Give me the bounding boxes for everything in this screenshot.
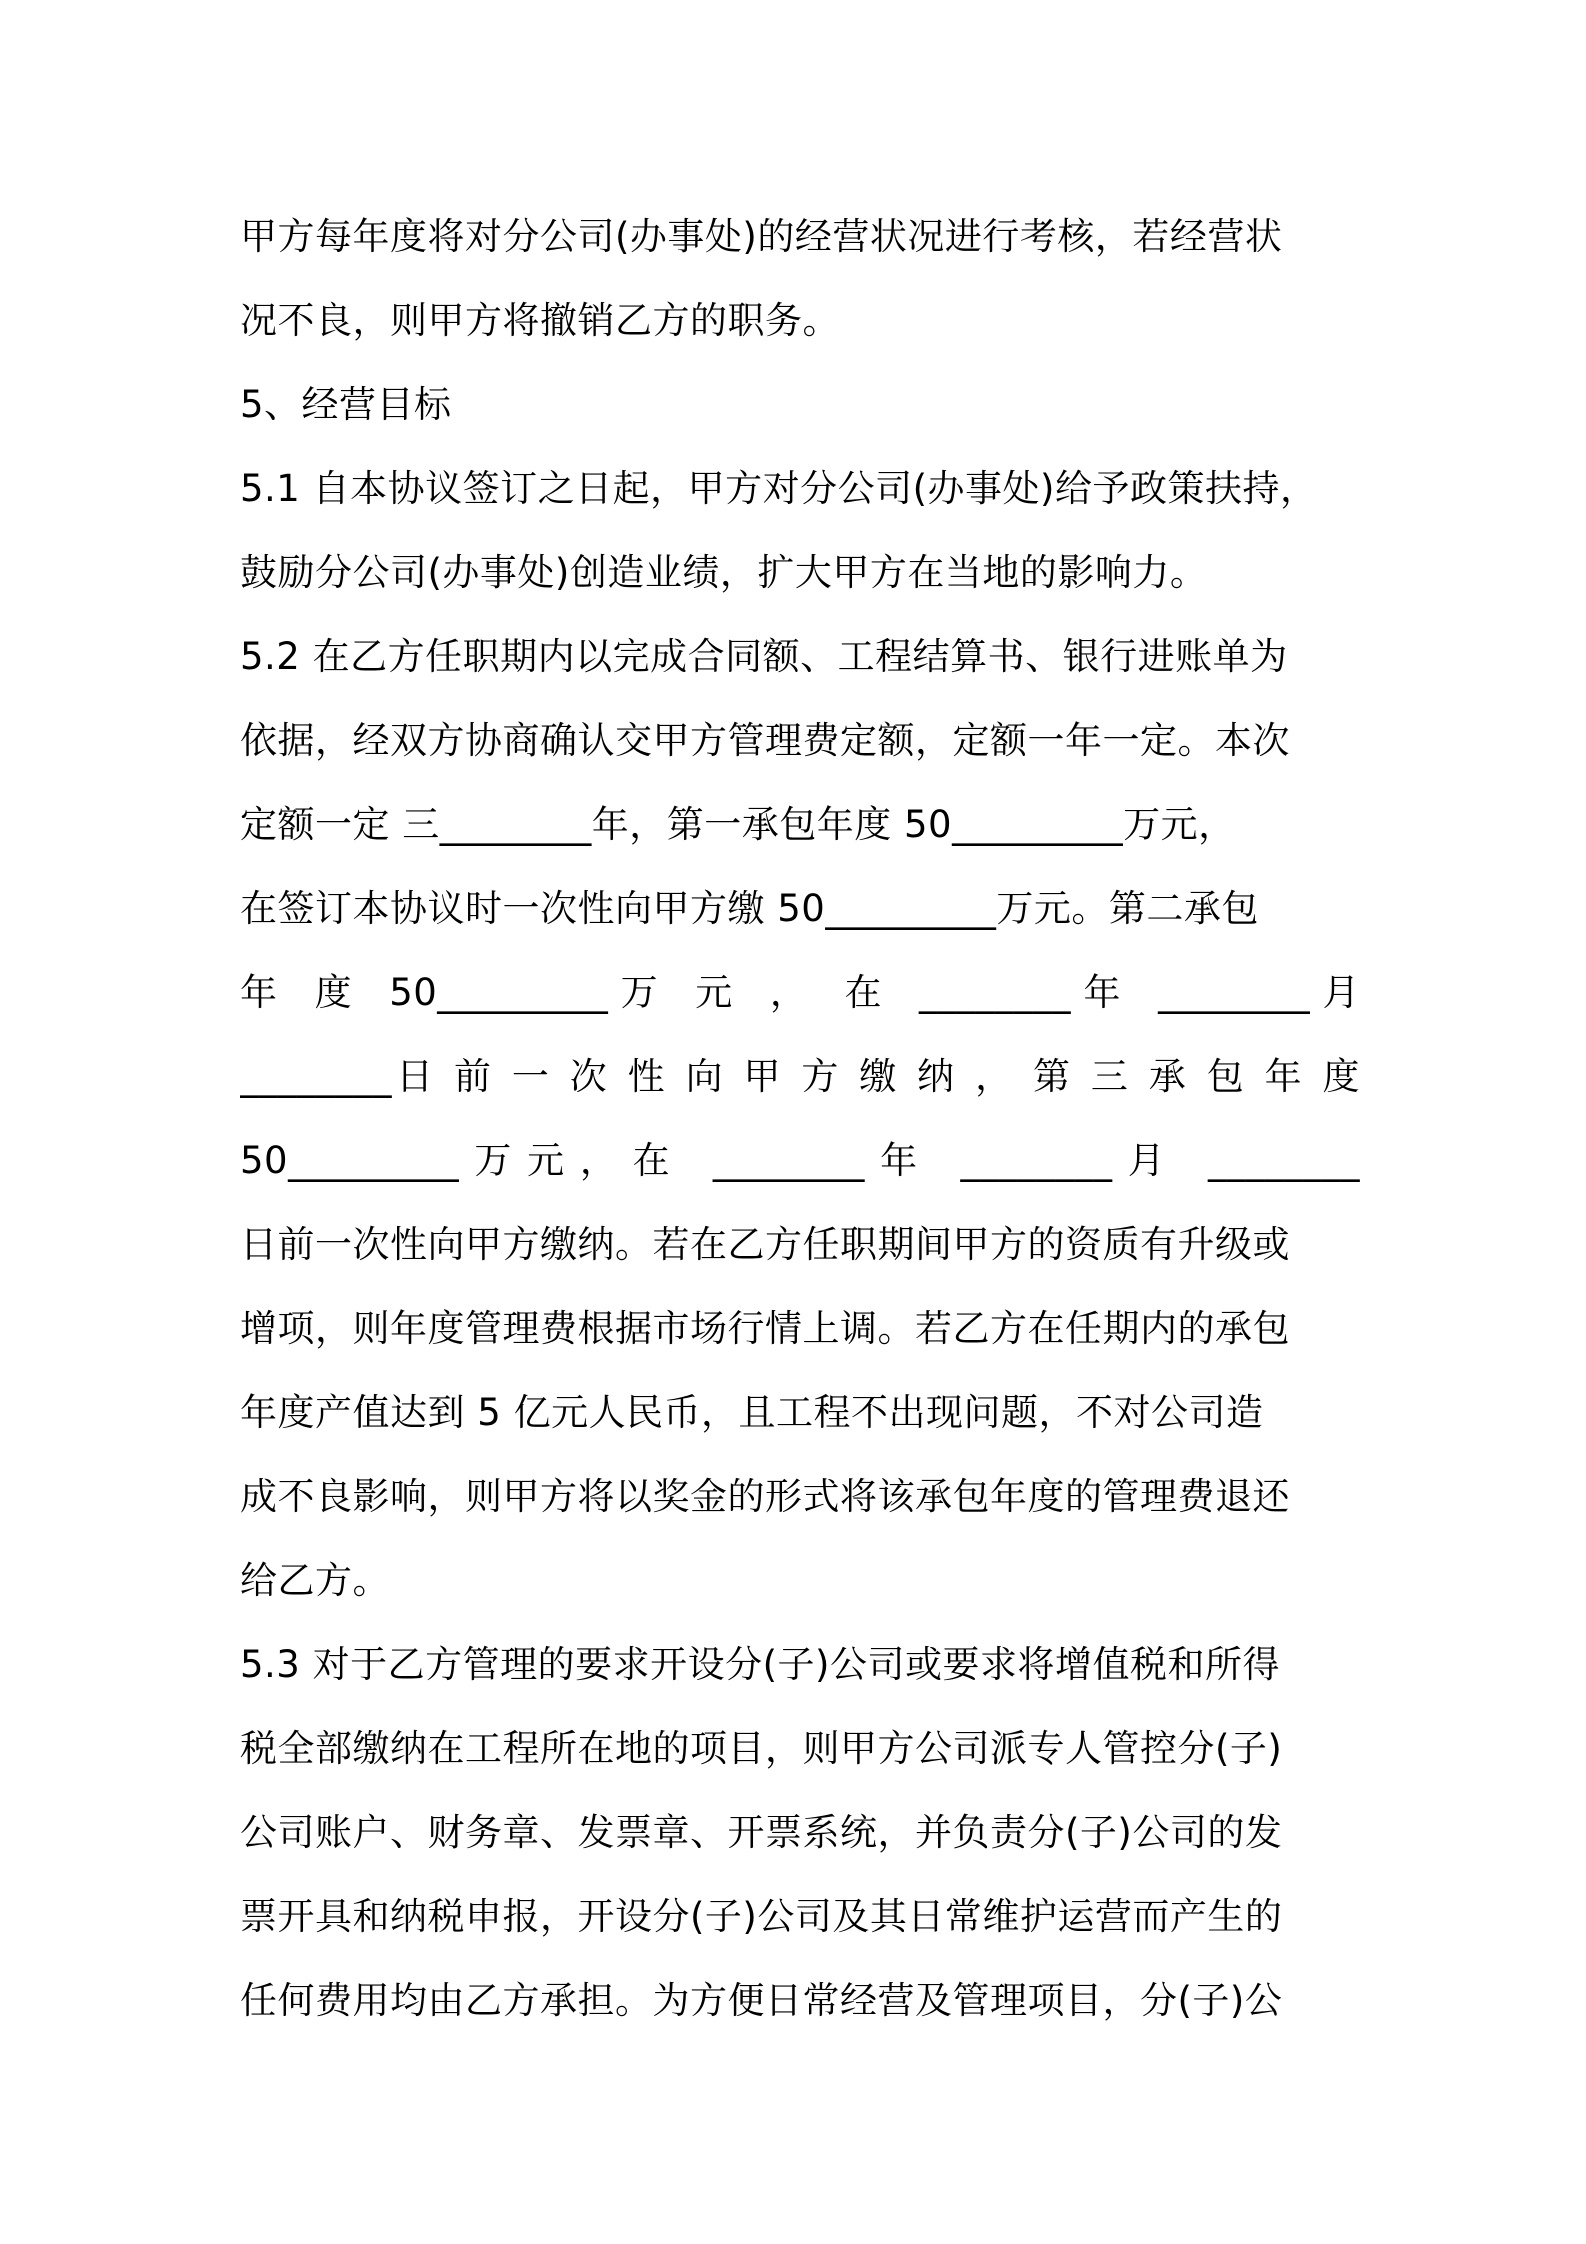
text-line: 任何费用均由乙方承担。为方便日常经营及管理项目，分(子)公 — [240, 1979, 1283, 2022]
text-line: 甲方每年度将对分公司(办事处)的经营状况进行考核，若经营状 — [240, 215, 1283, 258]
text-line: 在签订本协议时一次性向甲方缴 50_________万元。第二承包 — [240, 887, 1259, 930]
text-line: 定额一定 三________年，第一承包年度 50_________万元， — [240, 803, 1236, 846]
text-line: 50_________万元，在 ________年 ________月 ________ — [240, 1139, 1360, 1182]
text-line: 依据，经双方协商确认交甲方管理费定额，定额一年一定。本次 — [240, 719, 1290, 762]
text-line: 鼓励分公司(办事处)创造业绩，扩大甲方在当地的影响力。 — [240, 551, 1208, 594]
text-line: 成不良影响，则甲方将以奖金的形式将该承包年度的管理费退还 — [240, 1475, 1290, 1518]
body-text — [240, 195, 1360, 2043]
text-line: 年 度 50_________万 元 ， 在 ________年 ________月 — [240, 971, 1360, 1014]
section-heading: 5、经营目标 — [240, 383, 452, 426]
text-line: 公司账户、财务章、发票章、开票系统，并负责分(子)公司的发 — [240, 1811, 1283, 1854]
text-line: 年度产值达到 5 亿元人民币，且工程不出现问题，不对公司造 — [240, 1391, 1264, 1434]
text-line: ________日 前 一 次 性 向 甲 方 缴 纳 ， 第 三 承 包 年 度 — [240, 1055, 1360, 1098]
text-line: 税全部缴纳在工程所在地的项目，则甲方公司派专人管控分(子) — [240, 1727, 1283, 1770]
text-line: 日前一次性向甲方缴纳。若在乙方任职期间甲方的资质有升级或 — [240, 1223, 1290, 1266]
text-line: 5.3 对于乙方管理的要求开设分(子)公司或要求将增值税和所得 — [240, 1643, 1280, 1686]
text-line: 5.2 在乙方任职期内以完成合同额、工程结算书、银行进账单为 — [240, 635, 1288, 678]
text-line: 给乙方。 — [240, 1559, 390, 1602]
text-line: 票开具和纳税申报，开设分(子)公司及其日常维护运营而产生的 — [240, 1895, 1283, 1938]
text-line: 增项，则年度管理费根据市场行情上调。若乙方在任期内的承包 — [240, 1307, 1290, 1350]
text-line: 况不良，则甲方将撤销乙方的职务。 — [240, 299, 840, 342]
text-line: 5.1 自本协议签订之日起，甲方对分公司(办事处)给予政策扶持， — [240, 467, 1318, 510]
